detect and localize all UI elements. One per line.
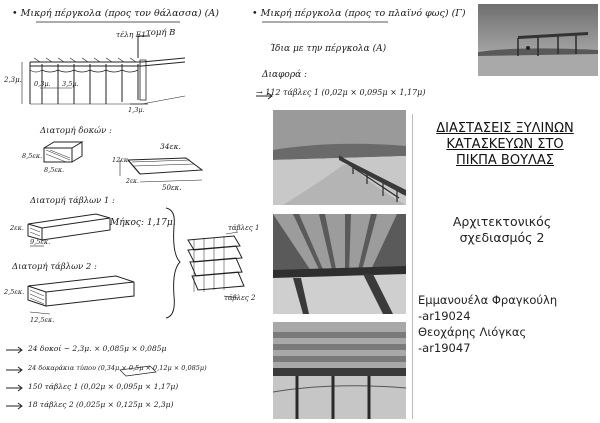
quantity-line-4: 18 τάβλες 2 (0,025μ × 0,125μ × 2,3μ): [28, 400, 174, 409]
beam-plan-dim-len: 34εκ.: [160, 142, 181, 151]
pergola-g-line1: Ίδια με την πέργκολα (Α): [270, 44, 387, 54]
document-title: [416, 121, 594, 193]
plank2-dim-w: 12,5εκ.: [30, 316, 55, 324]
pergola-a-section-label: τομή Β: [146, 28, 176, 38]
course-subtitle: [422, 214, 582, 246]
pergola-a-dim-right: 1,3μ.: [128, 106, 145, 114]
subtitle-line-2: σχεδιασμός 2: [459, 230, 545, 245]
author-2-id: -ar19047: [418, 341, 471, 355]
plank2-dim-h: 2,5εκ.: [4, 288, 25, 296]
photo-pergola-field: [273, 110, 406, 205]
subtitle-line-1: Αρχιτεκτονικός: [452, 214, 552, 229]
photo-pergola-underside-1: [273, 214, 406, 314]
plank1-dim-h: 2εκ.: [10, 224, 24, 232]
stack-label-1: τάβλες 1: [228, 224, 260, 232]
author-2-name: Θεοχάρης Λιόγκας: [418, 325, 527, 339]
pergola-g-line3: → 112 τάβλες 1 (0,02μ × 0,095μ × 1,17μ): [256, 88, 426, 97]
pergola-g-heading: • Μικρή πέργκολα (προς το πλαϊνό φως) (Γ): [252, 8, 466, 19]
plank1-length: Μήκος: 1,17μ.: [110, 218, 176, 228]
plank1-dim-w: 9,5εκ.: [30, 238, 51, 246]
title-line-3: ΠΙΚΠΑ ΒΟΥΛΑΣ: [455, 153, 555, 168]
author-1-id: -ar19024: [418, 309, 471, 323]
pergola-a-dim-mid: 3,5μ.: [62, 80, 79, 88]
title-line-1: ΔΙΑΣΤΑΣΕΙΣ ΞΥΛΙΝΩΝ: [436, 121, 574, 136]
plank2-heading: Διατομή τάβλων 2 :: [12, 262, 97, 272]
authors-block: [418, 292, 598, 356]
pergola-a-heading: • Μικρή πέργκολα (προς τον θάλασσα) (Α): [12, 8, 219, 19]
quantity-line-3: 150 τάβλες 1 (0,02μ × 0,095μ × 1,17μ): [28, 382, 179, 391]
column-divider: [412, 114, 413, 419]
pergola-a-dim-height: 2,3μ.: [4, 76, 22, 84]
plank1-heading: Διατομή τάβλων 1 :: [30, 196, 115, 206]
author-1-name: Εμμανουέλα Φραγκούλη: [418, 293, 558, 307]
beam-plan-dim-base: 50εκ.: [162, 184, 182, 192]
beam-section-heading: Διατομή δοκών :: [40, 126, 112, 136]
photo-pergola-underside-2: [273, 322, 406, 419]
pergola-a-dim-left: 0,3μ.: [34, 80, 51, 88]
pergola-a-arrow-label: τέλη Ε1: [116, 30, 147, 39]
beam-section-dim-h: 8,5εκ.: [22, 152, 43, 160]
beam-plan-dim-small: 2εκ.: [126, 178, 139, 185]
beam-plan-dim-h: 12εκ.: [112, 156, 131, 164]
quantity-line-2: 24 δοκαράκια τύπου (0,34μ × 0,5μ × 0,12μ × 0,085μ): [28, 364, 207, 372]
photo-pergola-landscape: [478, 4, 598, 76]
stack-label-2: τάβλες 2: [224, 294, 256, 302]
beam-section-dim-w: 8,5εκ.: [44, 166, 65, 174]
title-line-2: ΚΑΤΑΣΚΕΥΩΝ ΣΤΟ: [446, 137, 564, 152]
pergola-g-line2: Διαφορά :: [262, 70, 308, 80]
quantity-line-1: 24 δοκοί ~ 2,3μ. × 0,085μ × 0,085μ: [28, 344, 167, 353]
